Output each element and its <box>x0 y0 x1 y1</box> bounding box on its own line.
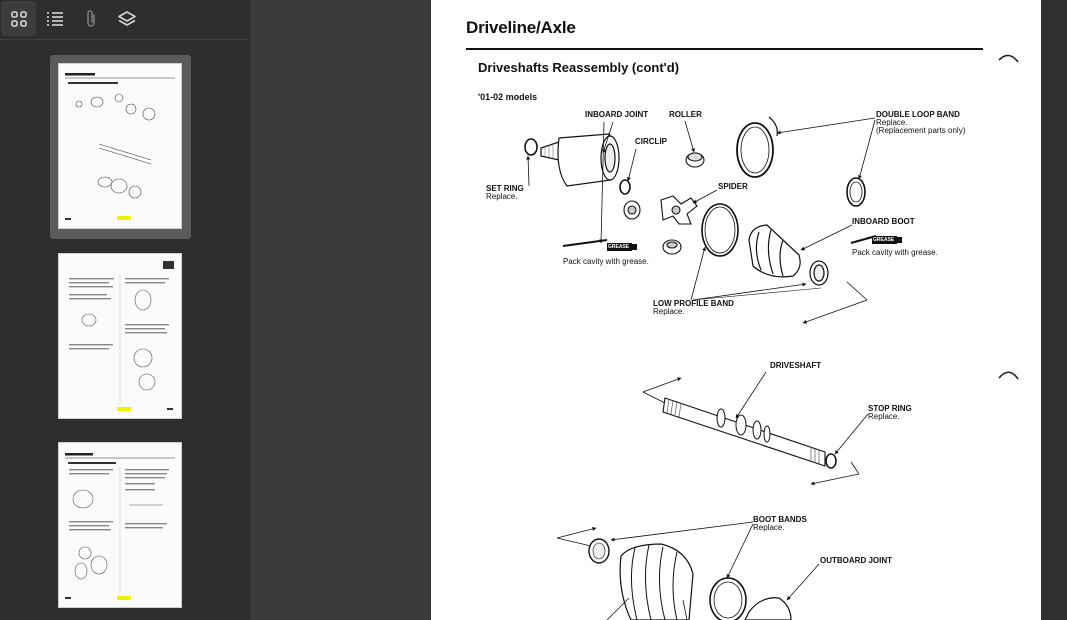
label-driveshaft: DRIVESHAFT <box>770 361 822 370</box>
label-grease-right: GREASE <box>873 237 895 243</box>
outboard-drawing <box>557 522 819 620</box>
label-set-ring: SET RING <box>486 184 524 193</box>
thumbnails-view-icon <box>10 10 28 28</box>
outline-view-icon <box>45 10 65 28</box>
label-pack-cavity-right: Pack cavity with grease. <box>852 248 938 257</box>
thumbnails-view-button[interactable] <box>1 1 36 36</box>
sidebar-toolbar <box>0 0 249 40</box>
attachments-icon <box>84 9 98 29</box>
thumbnail-page-image <box>59 64 181 228</box>
label-circlip: CIRCLIP <box>635 137 667 146</box>
label-boot-bands-replace: Replace. <box>753 523 785 532</box>
page-thumbnail-2[interactable] <box>50 245 191 429</box>
layers-icon <box>117 10 137 28</box>
label-spider: SPIDER <box>718 182 748 191</box>
label-grease-left: GREASE <box>608 244 630 250</box>
label-double-loop-replace: Replace. <box>876 118 908 127</box>
driveshaft-drawing <box>643 372 868 484</box>
page-thumbnail-3[interactable] <box>50 434 191 618</box>
layers-button[interactable] <box>109 1 144 36</box>
label-inboard-boot: INBOARD BOOT <box>852 217 915 226</box>
thumbnail-drawing <box>59 64 181 228</box>
label-roller: ROLLER <box>669 110 702 119</box>
label-low-profile-band: LOW PROFILE BAND <box>653 299 734 308</box>
label-set-ring-replace: Replace. <box>486 192 518 201</box>
binder-marks <box>999 55 1018 379</box>
thumbnail-drawing <box>59 254 181 418</box>
label-stop-ring-replace: Replace. <box>868 412 900 421</box>
label-low-profile-replace: Replace. <box>653 307 685 316</box>
document-viewer <box>250 0 1067 620</box>
label-double-loop-band: DOUBLE LOOP BAND <box>876 110 960 119</box>
attachments-button[interactable] <box>73 1 108 36</box>
models-label: '01-02 models <box>478 92 538 102</box>
outline-view-button[interactable] <box>37 1 72 36</box>
label-double-loop-note: (Replacement parts only) <box>876 126 966 135</box>
thumbnail-sidebar <box>0 0 250 620</box>
thumbnail-page-image <box>59 443 181 607</box>
label-boot-bands: BOOT BANDS <box>753 515 807 524</box>
label-stop-ring: STOP RING <box>868 404 912 413</box>
thumbnail-page-image <box>59 254 181 418</box>
page-thumbnail-1[interactable] <box>50 55 191 239</box>
page-heading: Driveshafts Reassembly (cont'd) <box>478 60 680 75</box>
label-inboard-joint: INBOARD JOINT <box>585 110 649 119</box>
label-pack-cavity-left: Pack cavity with grease. <box>563 257 649 266</box>
scroll-track[interactable] <box>1041 0 1067 620</box>
exploded-diagram <box>431 0 1041 620</box>
label-outboard-joint: OUTBOARD JOINT <box>820 556 892 565</box>
document-page <box>431 0 1041 620</box>
section-title: Driveline/Axle <box>466 18 576 37</box>
thumbnail-drawing <box>59 443 181 607</box>
